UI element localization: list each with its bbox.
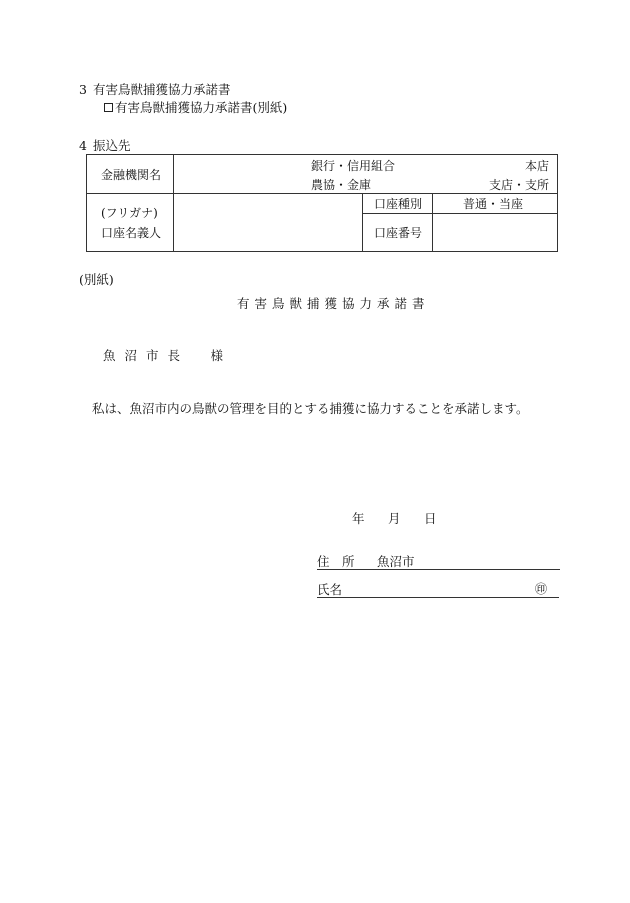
holder-label-cell [87, 194, 174, 252]
date-year: 年 [352, 511, 365, 526]
attachment-checkbox[interactable] [104, 103, 113, 112]
date-day: 日 [424, 511, 437, 526]
seal-mark: ㊞ [535, 582, 548, 596]
bank-types-line1: 銀行・信用組合 [311, 159, 396, 173]
institution-input-cell[interactable] [174, 155, 558, 194]
institution-label-cell [87, 155, 174, 194]
bank-account-table [86, 154, 558, 252]
checkbox-label: 有害鳥獣捕獲協力承諾書(別紙) [115, 100, 288, 115]
account-type-options-cell[interactable] [433, 194, 558, 214]
account-type-options: 普通・当座 [463, 197, 524, 211]
date-month: 月 [388, 511, 401, 526]
name-underline[interactable] [317, 597, 559, 598]
holder-label: 口座名義人 [101, 226, 162, 240]
attachment-label: (別紙) [79, 272, 114, 287]
furigana-label: (フリガナ) [101, 206, 158, 220]
account-number-label-cell [363, 214, 433, 252]
section3-number: 3 [79, 82, 87, 97]
attachment-title: 有害鳥獣捕獲協力承諾書 [237, 296, 430, 311]
section4-number: 4 [79, 138, 87, 153]
addressee: 魚沼市長 様 [103, 348, 233, 363]
holder-input-cell[interactable] [174, 194, 363, 252]
section3-title: 有害鳥獣捕獲協力承諾書 [93, 82, 231, 97]
consent-body: 私は、魚沼市内の鳥獣の管理を目的とする捕獲に協力することを承諾します。 [92, 401, 529, 416]
address-label: 住 所 [317, 554, 355, 569]
name-label: 氏名 [317, 582, 343, 597]
branch-line2: 支店・支所 [489, 178, 550, 192]
section4-title: 振込先 [93, 138, 131, 153]
institution-label: 金融機関名 [101, 168, 162, 182]
address-value: 魚沼市 [377, 554, 415, 569]
account-type-label: 口座種別 [374, 197, 423, 211]
bank-types-line2: 農協・金庫 [311, 178, 372, 192]
account-type-label-cell [363, 194, 433, 214]
account-number-label: 口座番号 [374, 226, 423, 240]
branch-line1: 本店 [525, 159, 550, 173]
account-number-input-cell[interactable] [433, 214, 558, 252]
address-underline[interactable] [317, 569, 560, 570]
